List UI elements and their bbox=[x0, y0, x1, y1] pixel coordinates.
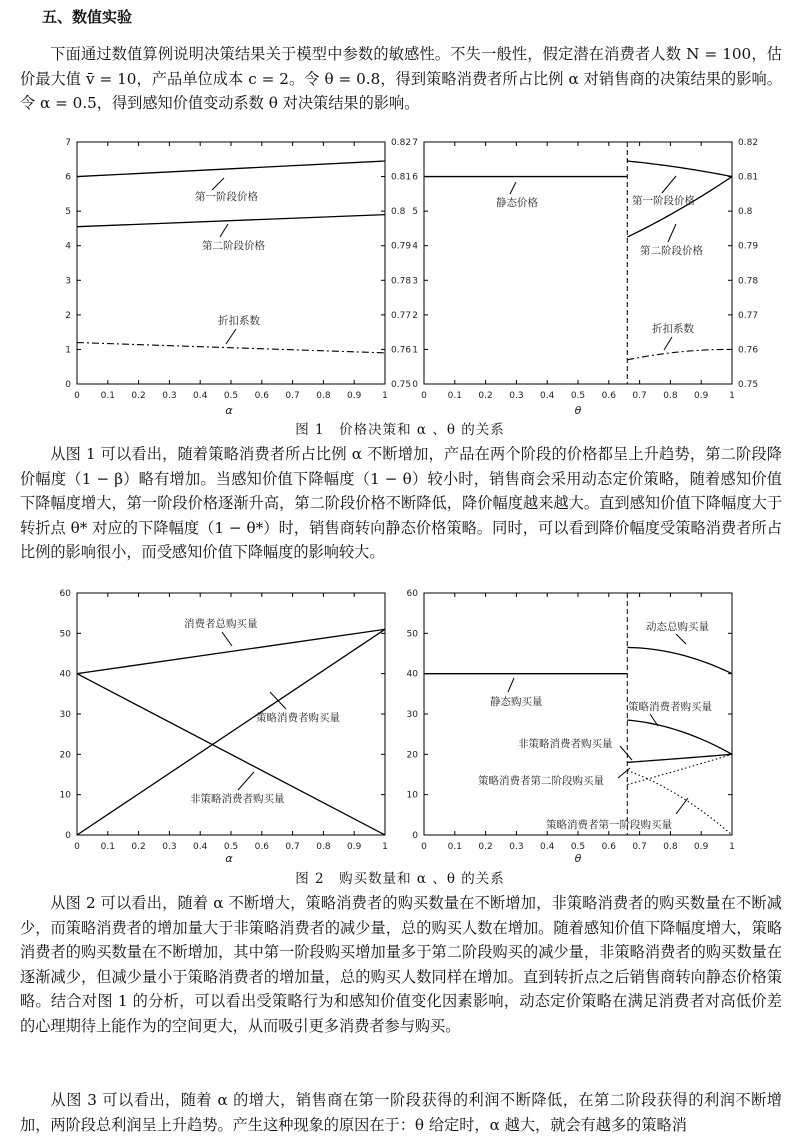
x-tick-label: 0.9 bbox=[347, 391, 362, 401]
fig1-arrow-second bbox=[220, 224, 228, 237]
x-tick-label: 0.7 bbox=[285, 842, 300, 852]
figure-2 bbox=[0, 588, 800, 865]
x-tick-label: 0.7 bbox=[285, 391, 300, 401]
fig2-arrow-strategic-2nd bbox=[618, 768, 630, 778]
x-tick-label: 0 bbox=[74, 842, 80, 852]
paragraph-2 bbox=[20, 442, 782, 565]
y-tick-label: 30 bbox=[406, 710, 418, 720]
x-tick-label: 1 bbox=[729, 842, 735, 852]
fig2-ann-nonstrategic-r: 非策略消费者购买量 bbox=[518, 738, 613, 750]
fig1-arrow-first-r bbox=[662, 176, 676, 193]
y2-tick-label: 0.76 bbox=[391, 345, 412, 356]
fig2-arrow-dynamic-total bbox=[676, 634, 686, 644]
y-tick-label: 5 bbox=[65, 207, 71, 218]
fig2-ann-total: 消费者总购买量 bbox=[184, 618, 258, 630]
x-tick-label: 0.1 bbox=[447, 391, 462, 401]
y-tick-label: 60 bbox=[406, 589, 418, 599]
x-tick-label: 0.4 bbox=[193, 391, 208, 401]
y2-tick-label: 0.75 bbox=[391, 380, 412, 390]
fig1-arrow-static bbox=[510, 182, 516, 194]
fig2-left-panel bbox=[60, 589, 388, 865]
y-tick-label: 10 bbox=[59, 790, 71, 801]
fig1-right-xlabel: θ bbox=[574, 404, 582, 417]
y2-tick-label: 0.81 bbox=[738, 172, 759, 183]
fig2-left-total-line bbox=[77, 629, 385, 673]
fig2-left-nonstrategic-line bbox=[77, 674, 385, 835]
fig1-arrow-second-r bbox=[668, 224, 676, 242]
fig2-ann-nonstrategic: 非策略消费者购买量 bbox=[190, 793, 285, 805]
fig2-ann-strategic: 策略消费者购买量 bbox=[256, 712, 340, 724]
fig2-arrow-strategic-1st bbox=[676, 798, 688, 814]
y-tick-label: 1 bbox=[412, 345, 418, 356]
fig1-ann-first-price: 第一阶段价格 bbox=[195, 191, 258, 203]
y-tick-label: 4 bbox=[412, 241, 418, 252]
y-tick-label: 2 bbox=[412, 310, 418, 321]
x-tick-label: 1 bbox=[382, 842, 388, 852]
paragraph-1-text: 下面通过数值算例说明决策结果关于模型中参数的敏感性。不失一般性，假定潜在消费者人数 N = 100，估价最大值 v̄ = 10，产品单位成本 c = 2。令 θ = 0.8，得到策略消费者所占比例 α 对销售商的决策结果的影响。令 α = 0.5，得到感知价值变动系数 θ 对决策结果的影响。 bbox=[20, 45, 782, 112]
x-tick-label: 0.6 bbox=[254, 391, 269, 401]
fig2-ann-dynamic-total: 动态总购买量 bbox=[646, 621, 709, 633]
y-tick-label: 3 bbox=[412, 276, 418, 287]
y-tick-label: 6 bbox=[412, 172, 418, 183]
x-tick-label: 0.2 bbox=[478, 842, 493, 852]
x-tick-label: 0.7 bbox=[632, 842, 647, 852]
x-tick-label: 0.8 bbox=[663, 842, 678, 852]
x-tick-label: 1 bbox=[382, 391, 388, 401]
y-tick-label: 10 bbox=[406, 790, 418, 801]
fig2-arrow-total bbox=[222, 632, 232, 646]
fig2-ann-strategic-2nd: 策略消费者第二阶段购买量 bbox=[478, 775, 604, 787]
x-tick-label: 0.3 bbox=[509, 391, 524, 401]
y2-tick-label: 0.78 bbox=[391, 276, 412, 287]
x-tick-label: 0.9 bbox=[347, 842, 362, 852]
x-tick-label: 0.2 bbox=[131, 391, 146, 401]
fig2-ann-strategic-1st: 策略消费者第一阶段购买量 bbox=[546, 819, 672, 831]
y-tick-label: 20 bbox=[406, 750, 418, 761]
fig2-arrow-nonstrategic bbox=[238, 772, 254, 790]
y-tick-label: 7 bbox=[65, 138, 71, 148]
fig1-right-first-price-line bbox=[627, 161, 732, 177]
y-tick-label: 20 bbox=[59, 750, 71, 761]
fig1-ann-discount: 折扣系数 bbox=[218, 315, 260, 327]
fig1-left-xlabel: α bbox=[225, 404, 233, 417]
x-tick-label: 0.2 bbox=[131, 842, 146, 852]
y-tick-label: 40 bbox=[406, 669, 418, 680]
x-tick-label: 0.2 bbox=[478, 391, 493, 401]
x-tick-label: 0.6 bbox=[254, 842, 269, 852]
y2-tick-label: 0.78 bbox=[738, 276, 759, 287]
y-tick-label: 0 bbox=[65, 831, 71, 841]
x-tick-label: 0.5 bbox=[223, 842, 239, 852]
y-tick-label: 40 bbox=[59, 669, 71, 680]
y-tick-label: 4 bbox=[65, 241, 71, 252]
fig1-arrow-discount-r bbox=[664, 337, 672, 350]
figure-1-caption: 图 1 价格决策和 α 、θ 的关系 bbox=[295, 422, 505, 438]
y2-tick-label: 0.8 bbox=[738, 207, 753, 218]
x-tick-label: 0.4 bbox=[540, 391, 555, 401]
y2-tick-label: 0.79 bbox=[738, 241, 759, 252]
y2-tick-label: 0.81 bbox=[391, 172, 412, 183]
fig2-right-nonstrategic-line bbox=[627, 754, 732, 762]
x-tick-label: 0.3 bbox=[162, 842, 177, 852]
y-tick-label: 3 bbox=[65, 276, 71, 287]
x-tick-label: 0.3 bbox=[162, 391, 177, 401]
fig1-ann-discount-r: 折扣系数 bbox=[652, 323, 694, 335]
fig1-right-frame bbox=[424, 142, 732, 384]
paragraph-3 bbox=[20, 891, 782, 1038]
fig1-arrow-discount bbox=[226, 329, 236, 344]
y2-tick-label: 0.79 bbox=[391, 241, 412, 252]
fig1-ann-second-price-r: 第二阶段价格 bbox=[640, 245, 703, 257]
fig2-right-strategic-line bbox=[627, 720, 732, 754]
y-tick-label: 0 bbox=[65, 380, 71, 390]
fig2-right-dynamic-total-line bbox=[627, 647, 732, 673]
x-tick-label: 0.7 bbox=[632, 391, 647, 401]
fig2-arrow-strategic bbox=[270, 692, 286, 709]
x-tick-label: 0.6 bbox=[601, 391, 616, 401]
x-tick-label: 0.5 bbox=[570, 842, 586, 852]
y-tick-label: 0 bbox=[412, 831, 418, 841]
fig2-right-xlabel: θ bbox=[574, 852, 582, 865]
fig2-left-xlabel: α bbox=[225, 852, 233, 865]
fig1-ann-first-price-r: 第一阶段价格 bbox=[632, 195, 695, 207]
y-tick-label: 0 bbox=[412, 380, 418, 390]
y-tick-label: 50 bbox=[59, 629, 71, 640]
fig2-ann-static: 静态购买量 bbox=[490, 696, 543, 708]
y-tick-label: 7 bbox=[412, 138, 418, 148]
y-tick-label: 30 bbox=[59, 710, 71, 720]
paragraph-2-text: 从图 1 可以看出，随着策略消费者所占比例 α 不断增加，产品在两个阶段的价格都呈上升趋势，第二阶段降价幅度（1 − β）略有增加。当感知价值下降幅度（1 − θ）较小时，销售商会采用动态定价策略，随着感知价值下降幅度增大，第一阶段价格逐渐升高，第二阶段价格不断降低，降价幅度越来越大。直到感知价值下降幅度大于转折点 θ* 对应的下降幅度（1 − θ*）时，销售商转向静态价格策略。同时，可以看到降价幅度受策略消费者所占比例的影响很小，而受感知价值下降幅度的影响较大。 bbox=[20, 445, 782, 561]
x-tick-label: 0.3 bbox=[509, 842, 524, 852]
x-tick-label: 0 bbox=[421, 391, 427, 401]
fig1-left-panel bbox=[65, 138, 411, 417]
fig2-ann-strategic-r: 策略消费者购买量 bbox=[628, 701, 712, 713]
y2-tick-label: 0.77 bbox=[391, 310, 412, 321]
x-tick-label: 0.8 bbox=[663, 391, 678, 401]
fig2-right-panel bbox=[407, 589, 735, 865]
section-heading: 五、数值实验 bbox=[42, 8, 133, 26]
paragraph-1 bbox=[20, 42, 782, 116]
fig1-right-panel bbox=[412, 138, 758, 417]
fig2-arrow-static bbox=[508, 678, 514, 692]
figure-1 bbox=[0, 134, 800, 417]
fig1-right-discount-line bbox=[627, 349, 732, 359]
x-tick-label: 0.5 bbox=[570, 391, 586, 401]
x-tick-label: 0.5 bbox=[223, 391, 239, 401]
figure-2-caption: 图 2 购买数量和 α 、θ 的关系 bbox=[295, 871, 505, 887]
y-tick-label: 5 bbox=[412, 207, 418, 218]
y-tick-label: 1 bbox=[65, 345, 71, 356]
y-tick-label: 60 bbox=[59, 589, 71, 599]
paragraph-4 bbox=[20, 1088, 782, 1137]
y2-tick-label: 0.82 bbox=[391, 138, 412, 148]
y2-tick-label: 0.8 bbox=[391, 207, 406, 218]
fig1-left-second-price-line bbox=[77, 215, 385, 227]
x-tick-label: 0.4 bbox=[540, 842, 555, 852]
x-tick-label: 0.9 bbox=[694, 842, 709, 852]
fig1-arrow-first bbox=[212, 178, 224, 190]
x-tick-label: 0.9 bbox=[694, 391, 709, 401]
paragraph-4-text: 从图 3 可以看出，随着 α 的增大，销售商在第一阶段获得的利润不断降低，在第二阶段获得的利润不断增加，两阶段总利润呈上升趋势。产生这种现象的原因在于：θ 给定时，α 越大，就会有越多的策略消 bbox=[20, 1091, 782, 1134]
x-tick-label: 1 bbox=[729, 391, 735, 401]
x-tick-label: 0.8 bbox=[316, 391, 331, 401]
x-tick-label: 0.4 bbox=[193, 842, 208, 852]
fig1-left-discount-line bbox=[77, 343, 385, 353]
x-tick-label: 0.6 bbox=[601, 842, 616, 852]
x-tick-label: 0 bbox=[421, 842, 427, 852]
fig1-ann-static-price: 静态价格 bbox=[496, 197, 538, 209]
fig2-arrow-nonstrategic-r bbox=[620, 746, 632, 760]
x-tick-label: 0.1 bbox=[447, 842, 462, 852]
paragraph-3-text: 从图 2 可以看出，随着 α 不断增大，策略消费者的购买数量在不断增加，非策略消费者的购买数量在不断减少，而策略消费者的增加量大于非策略消费者的减少量，总的购买人数在增加。随着感知价值下降幅度增大，策略消费者的购买数量在不断增加，其中第一阶段购买增加量多于第二阶段购买的减少量，非策略消费者的购买数量在逐渐减少，但减少量小于策略消费者的增加量，总的购买人数同样在增加。直到转折点之后销售商转向静态价格策略。结合对图 1 的分析，可以看出受策略行为和感知价值变化因素影响，动态定价策略在满足消费者对高低价差的心理期待上能作为的空间更大，从而吸引更多消费者参与购买。 bbox=[20, 894, 782, 1035]
fig1-ann-second-price: 第二阶段价格 bbox=[202, 240, 265, 252]
x-tick-label: 0.8 bbox=[316, 842, 331, 852]
x-tick-label: 0 bbox=[74, 391, 80, 401]
x-tick-label: 0.1 bbox=[100, 391, 115, 401]
y2-tick-label: 0.76 bbox=[738, 345, 759, 356]
y-tick-label: 50 bbox=[406, 629, 418, 640]
y2-tick-label: 0.75 bbox=[738, 380, 759, 390]
y2-tick-label: 0.77 bbox=[738, 310, 759, 321]
x-tick-label: 0.1 bbox=[100, 842, 115, 852]
fig1-left-first-price-line bbox=[77, 161, 385, 177]
y-tick-label: 6 bbox=[65, 172, 71, 183]
y2-tick-label: 0.82 bbox=[738, 138, 759, 148]
y-tick-label: 2 bbox=[65, 310, 71, 321]
